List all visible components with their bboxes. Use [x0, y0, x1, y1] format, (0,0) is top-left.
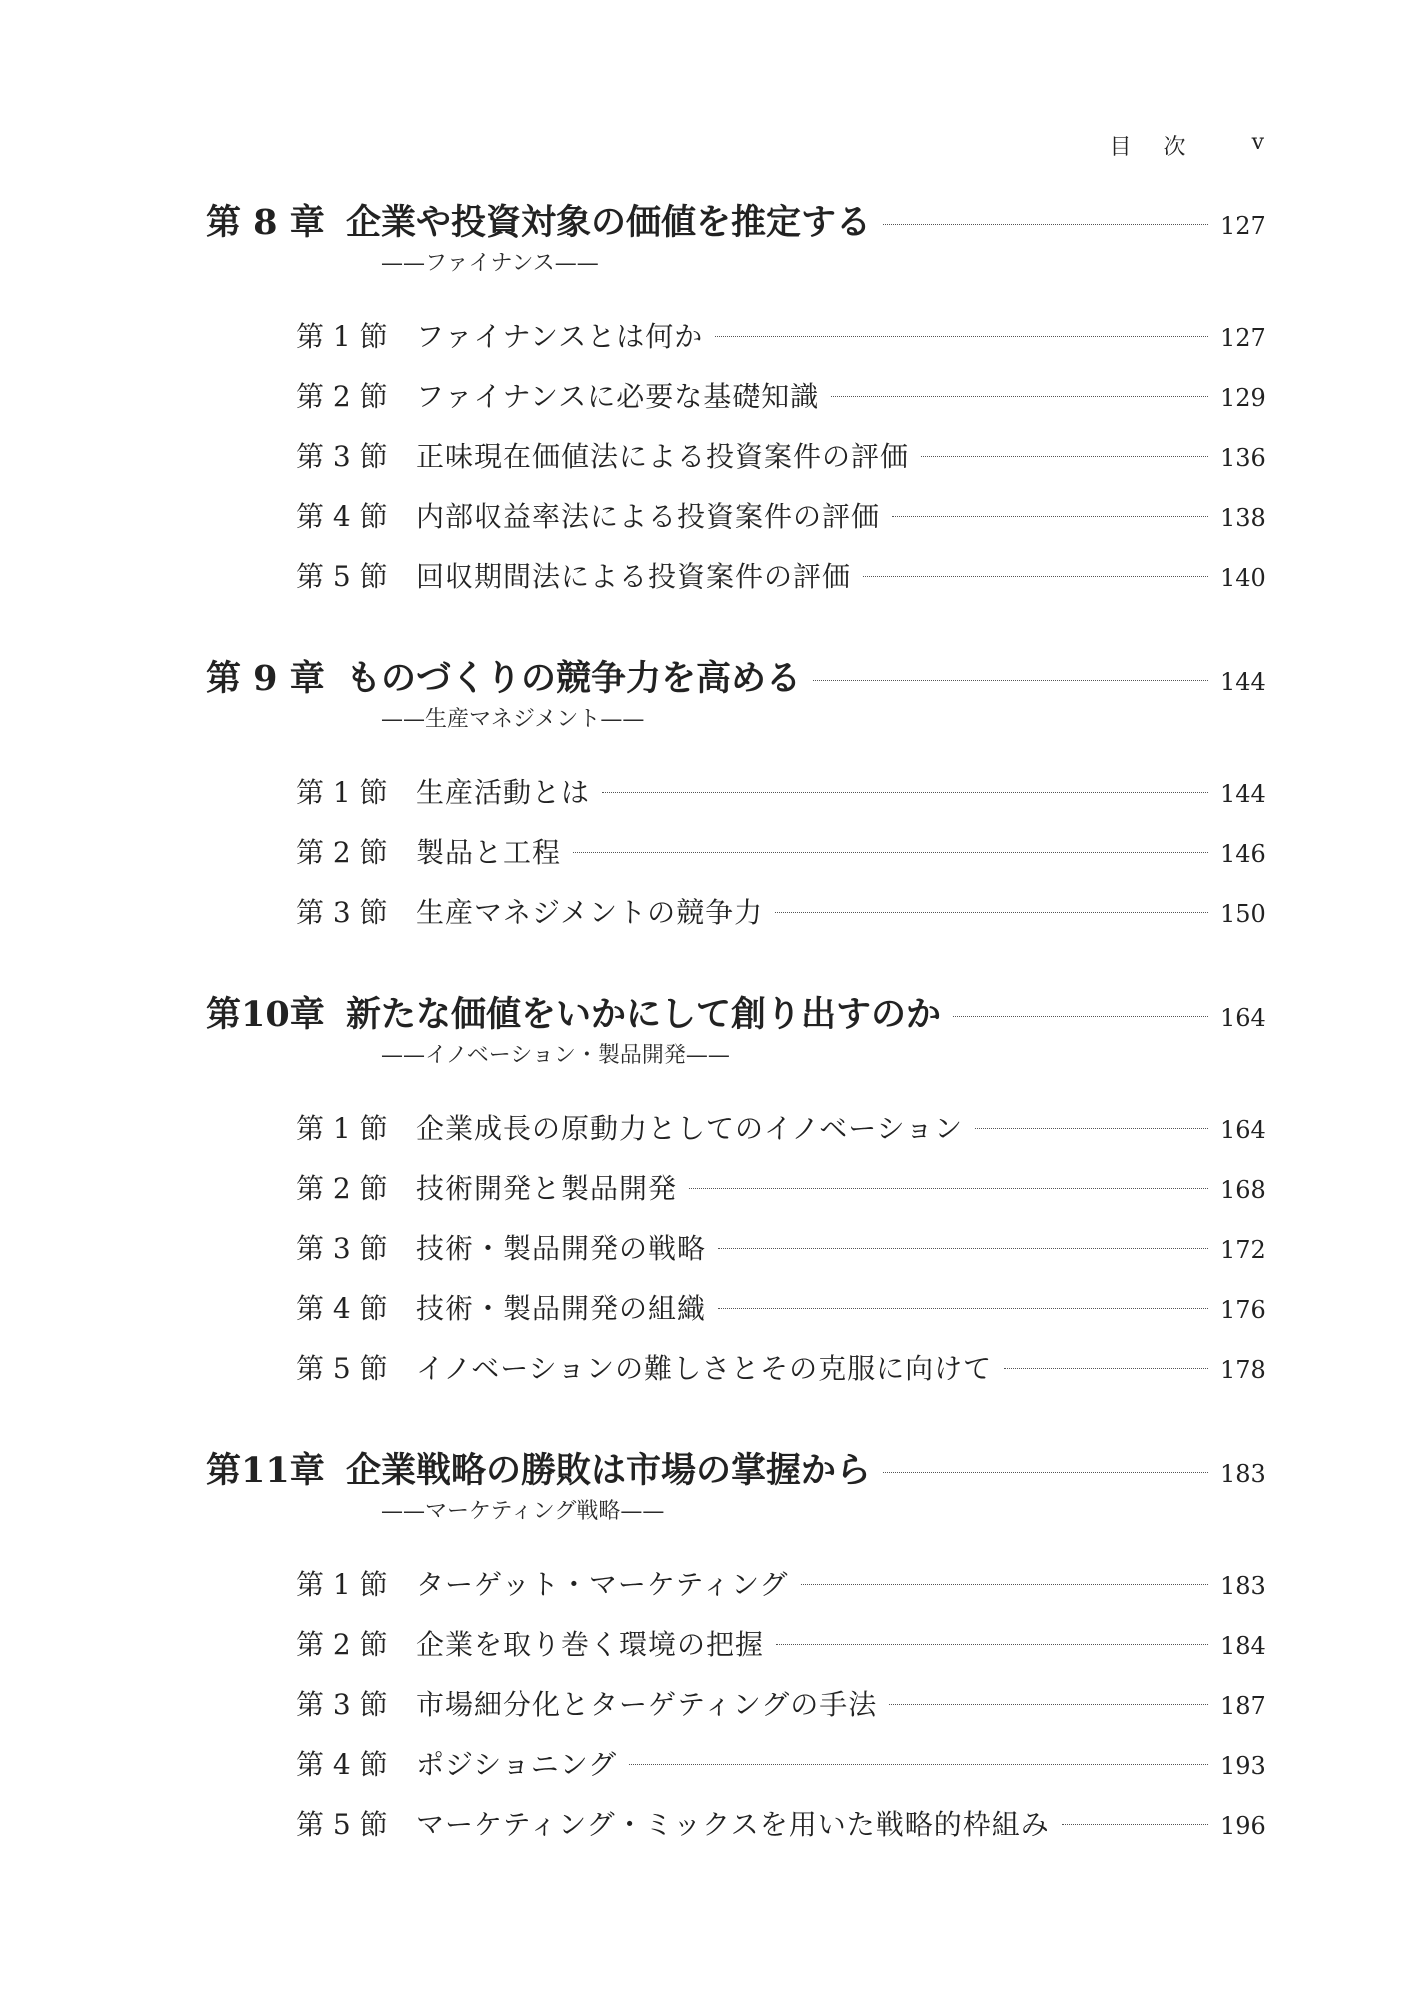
- section-entry[interactable]: [296, 763, 1264, 823]
- chapter-heading[interactable]: [206, 651, 1264, 703]
- section-entry[interactable]: [296, 1795, 1264, 1855]
- section-title: ターゲット・マーケティング: [416, 1568, 789, 1601]
- chapter-number: 第11章: [206, 1450, 325, 1491]
- chapter-number: 第10章: [206, 994, 325, 1035]
- chapter-subtitle: ——イノベーション・製品開発——: [381, 1043, 730, 1068]
- section-title: 市場細分化とターゲティングの手法: [416, 1688, 878, 1721]
- table-of-contents: [206, 195, 1264, 1855]
- section-entry[interactable]: [296, 1339, 1264, 1399]
- section-title: ポジショニング: [416, 1748, 618, 1781]
- section-page: 178: [1220, 1356, 1266, 1384]
- chapter-title: ものづくりの競争力を高める: [346, 658, 802, 699]
- running-title: 目次: [1109, 135, 1218, 160]
- dot-leader: [629, 1764, 1208, 1765]
- section-number: 第 1 節: [296, 776, 388, 809]
- section-entry[interactable]: [296, 1675, 1264, 1735]
- chapter-10: [206, 987, 1264, 1399]
- dot-leader: [689, 1188, 1208, 1189]
- dot-leader: [718, 1248, 1208, 1249]
- section-number: 第 4 節: [296, 1748, 388, 1781]
- dot-leader: [892, 516, 1208, 517]
- section-number: 第 3 節: [296, 1232, 388, 1265]
- section-title: ファイナンスに必要な基礎知識: [416, 380, 820, 413]
- section-title: 回収期間法による投資案件の評価: [416, 560, 852, 593]
- section-number: 第 2 節: [296, 1172, 388, 1205]
- section-page: 187: [1220, 1692, 1266, 1720]
- chapter-11: [206, 1443, 1264, 1855]
- section-title: マーケティング・ミックスを用いた戦略的枠組み: [416, 1808, 1050, 1841]
- section-number: 第 3 節: [296, 1688, 388, 1721]
- section-title: 生産活動とは: [416, 776, 591, 809]
- section-list: [206, 1099, 1264, 1399]
- chapter-9: [206, 651, 1264, 943]
- dot-leader: [801, 1584, 1208, 1585]
- section-title: ファイナンスとは何か: [416, 320, 704, 353]
- section-title: イノベーションの難しさとその克服に向けて: [416, 1352, 993, 1385]
- section-number: 第 5 節: [296, 1352, 388, 1385]
- chapter-heading[interactable]: [206, 987, 1264, 1039]
- dot-leader: [776, 1644, 1208, 1645]
- section-number: 第 4 節: [296, 1292, 388, 1325]
- section-page: 138: [1220, 504, 1266, 532]
- chapter-heading[interactable]: [206, 1443, 1264, 1495]
- section-title: 製品と工程: [416, 836, 562, 869]
- section-title: 企業成長の原動力としてのイノベーション: [416, 1112, 964, 1145]
- section-page: 168: [1220, 1176, 1266, 1204]
- chapter-subtitle: ——マーケティング戦略——: [381, 1499, 665, 1524]
- section-number: 第 1 節: [296, 1568, 388, 1601]
- chapter-title: 企業や投資対象の価値を推定する: [346, 202, 872, 243]
- section-list: [206, 1555, 1264, 1855]
- chapter-page: 127: [1220, 212, 1266, 240]
- section-page: 127: [1220, 324, 1266, 352]
- dot-leader: [1004, 1368, 1208, 1369]
- section-number: 第 5 節: [296, 1808, 388, 1841]
- section-entry[interactable]: [296, 823, 1264, 883]
- chapter-page: 183: [1220, 1460, 1266, 1488]
- section-number: 第 4 節: [296, 500, 388, 533]
- chapter-number: 第 8 章: [206, 202, 325, 243]
- section-number: 第 3 節: [296, 440, 388, 473]
- dot-leader: [715, 336, 1208, 337]
- section-title: 生産マネジメントの競争力: [416, 896, 764, 929]
- dot-leader: [775, 912, 1208, 913]
- dot-leader: [573, 852, 1208, 853]
- section-number: 第 2 節: [296, 380, 388, 413]
- page-folio: v: [1251, 130, 1264, 155]
- section-title: 技術開発と製品開発: [416, 1172, 678, 1205]
- section-entry[interactable]: [296, 547, 1264, 607]
- section-page: 140: [1220, 564, 1266, 592]
- section-title: 内部収益率法による投資案件の評価: [416, 500, 881, 533]
- dot-leader: [883, 224, 1208, 225]
- dot-leader: [1062, 1824, 1208, 1825]
- section-entry[interactable]: [296, 427, 1264, 487]
- chapter-heading[interactable]: [206, 195, 1264, 247]
- dot-leader: [813, 680, 1208, 681]
- chapter-title: 企業戦略の勝敗は市場の掌握から: [346, 1450, 872, 1491]
- dot-leader: [718, 1308, 1208, 1309]
- section-list: [206, 307, 1264, 607]
- chapter-page: 164: [1220, 1004, 1266, 1032]
- section-page: 146: [1220, 840, 1266, 868]
- section-title: 企業を取り巻く環境の把握: [416, 1628, 765, 1661]
- dot-leader: [863, 576, 1208, 577]
- section-entry[interactable]: [296, 1555, 1264, 1615]
- section-entry[interactable]: [296, 1615, 1264, 1675]
- section-title: 正味現在価値法による投資案件の評価: [416, 440, 910, 473]
- section-entry[interactable]: [296, 307, 1264, 367]
- dot-leader: [889, 1704, 1208, 1705]
- chapter-subtitle: ——生産マネジメント——: [381, 707, 645, 732]
- section-list: [206, 763, 1264, 943]
- section-number: 第 1 節: [296, 320, 388, 353]
- section-entry[interactable]: [296, 1735, 1264, 1795]
- chapter-8: [206, 195, 1264, 607]
- section-page: 164: [1220, 1116, 1266, 1144]
- section-page: 129: [1220, 384, 1266, 412]
- section-entry[interactable]: [296, 1219, 1264, 1279]
- dot-leader: [883, 1472, 1208, 1473]
- dot-leader: [921, 456, 1208, 457]
- section-entry[interactable]: [296, 367, 1264, 427]
- running-head: [1110, 130, 1264, 161]
- section-page: 193: [1220, 1752, 1266, 1780]
- section-entry[interactable]: [296, 1159, 1264, 1219]
- chapter-title: 新たな価値をいかにして創り出すのか: [346, 994, 942, 1035]
- section-number: 第 3 節: [296, 896, 388, 929]
- dot-leader: [975, 1128, 1208, 1129]
- section-page: 184: [1220, 1632, 1266, 1660]
- section-title: 技術・製品開発の組織: [416, 1292, 707, 1325]
- dot-leader: [953, 1016, 1208, 1017]
- chapter-number: 第 9 章: [206, 658, 325, 699]
- section-entry[interactable]: [296, 1099, 1264, 1159]
- dot-leader: [602, 792, 1208, 793]
- section-number: 第 2 節: [296, 1628, 388, 1661]
- section-entry[interactable]: [296, 883, 1264, 943]
- section-page: 183: [1220, 1572, 1266, 1600]
- section-number: 第 1 節: [296, 1112, 388, 1145]
- section-entry[interactable]: [296, 487, 1264, 547]
- section-page: 196: [1220, 1812, 1266, 1840]
- dot-leader: [831, 396, 1208, 397]
- section-page: 172: [1220, 1236, 1266, 1264]
- section-number: 第 2 節: [296, 836, 388, 869]
- section-page: 144: [1220, 780, 1266, 808]
- section-page: 150: [1220, 900, 1266, 928]
- chapter-subtitle: ——ファイナンス——: [381, 251, 599, 276]
- section-entry[interactable]: [296, 1279, 1264, 1339]
- section-page: 176: [1220, 1296, 1266, 1324]
- chapter-page: 144: [1220, 668, 1266, 696]
- section-page: 136: [1220, 444, 1266, 472]
- section-number: 第 5 節: [296, 560, 388, 593]
- section-title: 技術・製品開発の戦略: [416, 1232, 707, 1265]
